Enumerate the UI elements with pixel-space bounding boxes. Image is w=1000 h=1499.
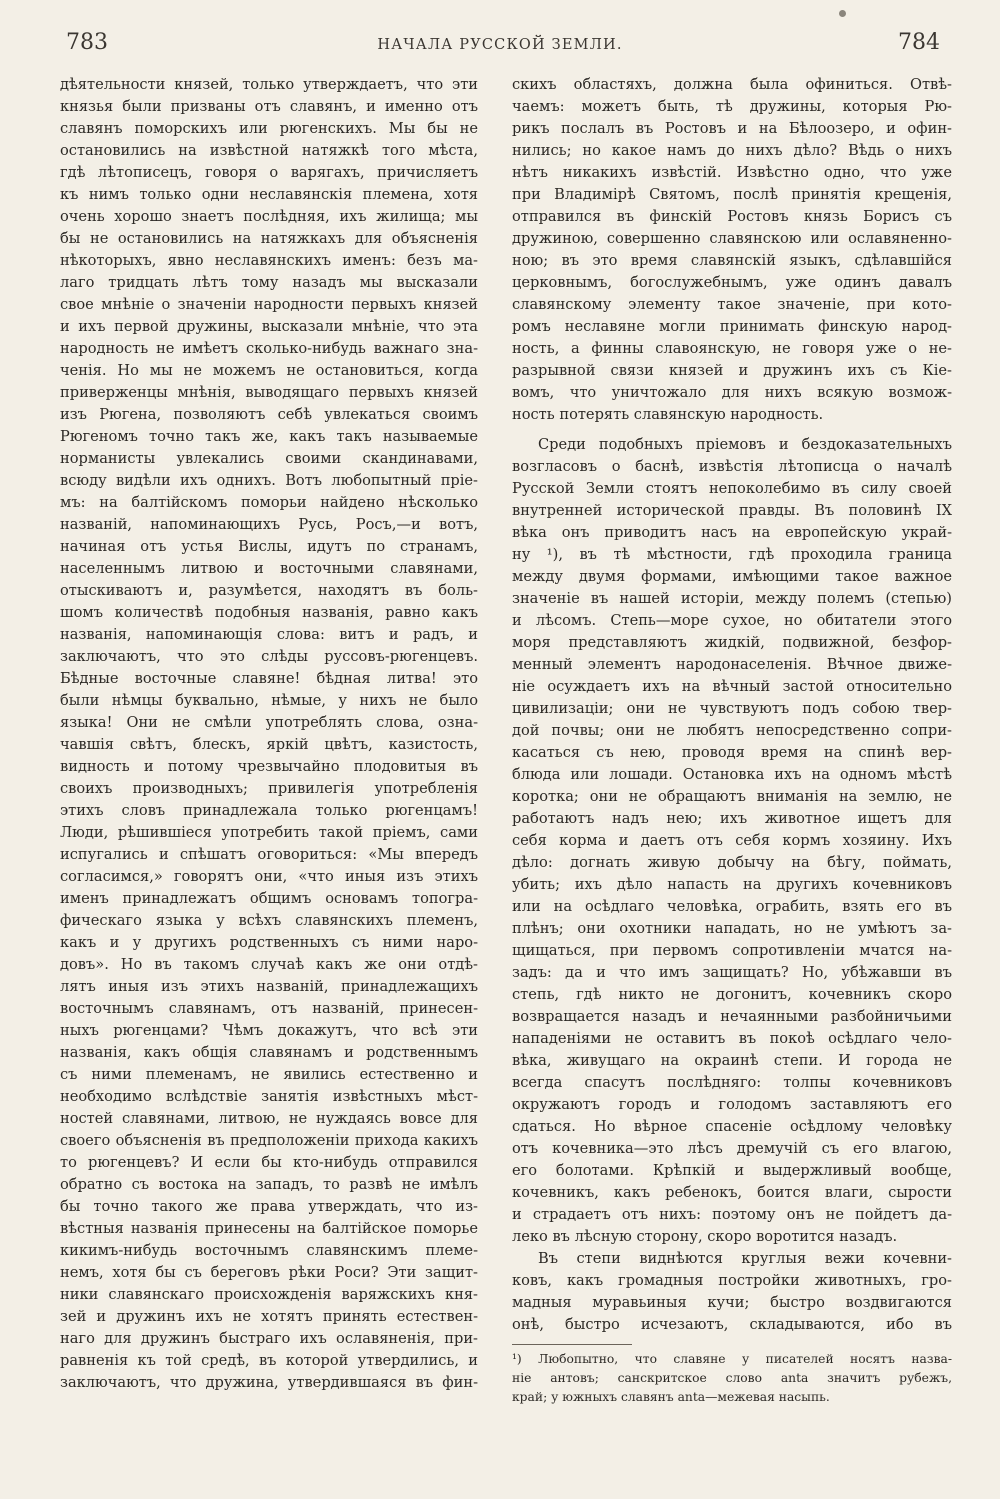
text-line: моря представляютъ жидкій, подвижной, безфор- [512,634,952,651]
text-line: ность, а финны славоянскую, не говоря уже о не- [512,340,952,357]
text-line: какъ и у другихъ родственныхъ съ ними наро- [60,934,478,951]
text-line: видность и потому чрезвычайно плодовитыя въ [60,758,478,775]
text-line: вѣка, живущаго на окраинѣ степи. И города не [512,1052,952,1069]
text-line: его болотами. Крѣпкій и выдержливый вообще, [512,1162,952,1179]
text-line: Рюгеномъ точно такъ же, какъ такъ называемые [60,428,478,445]
text-line: были нѣмцы буквально, нѣмые, у нихъ не было [60,692,478,709]
text-line: то рюгенцевъ? И если бы кто-нибудь отправился [60,1154,478,1171]
paragraph-gap [512,426,952,434]
text-line: и ихъ первой дружины, высказали мнѣніе, что эта [60,318,478,335]
text-line: убить; ихъ дѣло напасть на другихъ кочевниковъ [512,876,952,893]
text-line: восточнымъ славянамъ, отъ названій, принесен- [60,1000,478,1017]
page-header [0,30,1000,64]
text-line: своего объясненія въ предположеніи прихода какихъ [60,1132,478,1149]
text-line: возгласовъ о баснѣ, извѣстія лѣтописца о началѣ [512,458,952,475]
text-line: ники славянскаго происхожденія варяжскихъ кня- [60,1286,478,1303]
text-line: ность потерять славянскую народность. [512,406,824,423]
text-line: приверженцы мнѣнія, выводящаго первыхъ князей [60,384,478,401]
text-line: именъ принадлежатъ общимъ основамъ топогра- [60,890,478,907]
text-line: названія, какъ общія славянамъ и родственнымъ [60,1044,478,1061]
text-line: нападеніями не оставитъ въ покоѣ осѣдлаго чело- [512,1030,952,1047]
text-line: лаго тридцать лѣтъ тому назадъ мы высказали [60,274,478,291]
text-line: задъ: да и что имъ защищать? Но, убѣжавши въ [512,964,952,981]
text-line: нились; но какое намъ до нихъ дѣло? Вѣдь о нихъ [512,142,952,159]
text-line: заключаютъ, что дружина, утвердившаяся въ фин- [60,1374,478,1391]
text-line: и лѣсомъ. Степь—море сухое, но обитатели этого [512,612,952,629]
footnote-line: ніе антовъ; санскритское слово anta значитъ рубежъ, [512,1371,952,1385]
text-line: зей и дружинъ ихъ не хотятъ принять естествен- [60,1308,478,1325]
text-line: дѣло: догнать живую добычу на бѣгу, поймать, [512,854,952,871]
text-line: при Владимірѣ Святомъ, послѣ принятія крещенія, [512,186,952,203]
text-line: наго для дружинъ быстраго ихъ ославяненія, при- [60,1330,478,1347]
text-line: славянскому элементу такое значеніе, при кото- [512,296,952,313]
text-line: Русской Земли стоятъ непоколебимо въ силу своей [512,480,952,497]
text-line: къ нимъ только одни неславянскія племена, хотя [60,186,478,203]
text-line: съ ними племенамъ, не явились естественно и [60,1066,478,1083]
text-line: шомъ количествѣ подобныя названія, равно какъ [60,604,478,621]
text-line: населеннымъ литвою и восточными славянами, [60,560,478,577]
text-line: чаемъ: можетъ быть, тѣ дружины, которыя Рю- [512,98,952,115]
text-line: леко въ лѣсную сторону, скоро воротится назадъ. [512,1228,898,1245]
text-line: Среди подобныхъ пріемовъ и бездоказательныхъ [538,436,952,453]
text-line: вѣстныя названія принесены на балтійское поморье [60,1220,478,1237]
text-line: возвращается назадъ и нечаянными разбойничьими [512,1008,952,1025]
text-line: Люди, рѣшившіеся употребить такой пріемъ, сами [60,824,478,841]
text-line: коротка; они не обращаютъ вниманія на землю, не [512,788,952,805]
text-line: князья были призваны отъ славянъ, и именно отъ [60,98,478,115]
text-line: ною; въ это время славянскій языкъ, сдѣлавшійся [512,252,952,269]
text-line: славянъ поморскихъ или рюгенскихъ. Мы бы не [60,120,478,137]
text-line: испугались и спѣшатъ оговориться: «Мы впередъ [60,846,478,863]
text-line: отправился въ финскій Ростовъ князь Борисъ съ [512,208,952,225]
text-line: ну ¹), въ тѣ мѣстности, гдѣ проходила граница [512,546,952,563]
text-line: ніе осуждаетъ ихъ на вѣчный застой относительно [512,678,952,695]
text-line: этихъ словъ принадлежала только рюгенцамъ! [60,802,478,819]
right-page-number: 784 [898,30,940,55]
text-line: равненія къ той средѣ, въ которой утвердились, и [60,1352,478,1369]
text-line: остановились на извѣстной натяжкѣ того мѣста, [60,142,478,159]
footnote-line: край; у южныхъ славянъ anta—межевая насыпь. [512,1390,830,1404]
text-line: нѣтъ никакихъ извѣстій. Извѣстно одно, что уже [512,164,952,181]
text-line: вомъ, что уничтожало для нихъ всякую возмож- [512,384,952,401]
text-line: названій, напоминающихъ Русь, Росъ,—и вотъ, [60,516,478,533]
text-line: ностей славянами, литвою, не нуждаясь вовсе для [60,1110,478,1127]
right-column [512,74,952,1407]
text-line: бы не остановились на натяжкахъ для объясненія [60,230,478,247]
text-line: щищаться, при первомъ сопротивленіи мчатся на- [512,942,952,959]
text-line: цивилизаціи; они не чувствуютъ подъ собою твер- [512,700,952,717]
text-line: всегда спасутъ послѣдняго: толпы кочевниковъ [512,1074,952,1091]
text-line: своихъ производныхъ; привилегія употребленія [60,780,478,797]
text-line: отъ кочевника—это лѣсъ дремучій съ его влагою, [512,1140,952,1157]
text-line: кочевникъ, какъ ребенокъ, боится влаги, сырости [512,1184,952,1201]
text-line: касаться съ нею, проводя время на спинѣ вер- [512,744,952,761]
text-line: языка! Они не смѣли употреблять слова, озна- [60,714,478,731]
text-line: фическаго языка у всѣхъ славянскихъ племенъ, [60,912,478,929]
text-line: гдѣ лѣтописецъ, говоря о варягахъ, причисляетъ [60,164,478,181]
text-line: менный элементъ народонаселенія. Вѣчное движе- [512,656,952,673]
text-line: окружаютъ городъ и голодомъ заставляютъ его [512,1096,952,1113]
text-line: заключаютъ, что это слѣды руссовъ-рюгенцевъ. [60,648,478,665]
text-line: рикъ послалъ въ Ростовъ и на Бѣлоозеро, и офин- [512,120,952,137]
text-line: степь, гдѣ никто не догонитъ, кочевникъ скоро [512,986,952,1003]
text-line: себя корма и даетъ отъ себя кормъ хозяину. Ихъ [512,832,952,849]
text-line: мадныя муравьиныя кучи; быстро воздвигаются [512,1294,952,1311]
text-line: ныхъ рюгенцами? Чѣмъ докажутъ, что всѣ эти [60,1022,478,1039]
text-line: норманисты увлекались своими скандинавами, [60,450,478,467]
text-line: ковъ, какъ громадныя постройки животныхъ, гро- [512,1272,952,1289]
text-line: всюду видѣли ихъ однихъ. Вотъ любопытный пріе- [60,472,478,489]
text-line: названія, напоминающія слова: витъ и радъ, и [60,626,478,643]
text-line: значеніе въ нашей исторіи, между полемъ (степью) [512,590,952,607]
text-line: скихъ областяхъ, должна была офиниться. Отвѣ- [512,76,952,93]
text-line: очень хорошо знаетъ послѣдняя, ихъ жилища; мы [60,208,478,225]
text-line: Бѣдные восточные славяне! бѣдная литва! это [60,670,478,687]
text-line: плѣнъ; они охотники нападать, но не умѣютъ за- [512,920,952,937]
text-line: дой почвы; они не любятъ непосредственно сопри- [512,722,952,739]
left-page-number: 783 [66,30,108,55]
footnote-rule [512,1344,632,1345]
text-line: дѣятельности князей, только утверждаетъ, что эти [60,76,478,93]
text-line: Въ степи виднѣются круглыя вежи кочевни- [538,1250,952,1267]
text-line: ромъ неславяне могли принимать финскую народ- [512,318,952,335]
text-line: дружиною, совершенно славянскою или ославяненно- [512,230,952,247]
text-line: ченія. Но мы не можемъ не остановиться, когда [60,362,478,379]
text-line: блюда или лошади. Остановка ихъ на одномъ мѣстѣ [512,766,952,783]
scan-speck [839,10,846,17]
text-line: народность не имѣетъ сколько-нибудь важнаго зна- [60,340,478,357]
text-line: или на осѣдлаго человѣка, ограбить, взять его въ [512,898,952,915]
text-line: церковнымъ, богослужебнымъ, уже одинъ давалъ [512,274,952,291]
text-line: работаютъ надъ нею; ихъ животное ищетъ для [512,810,952,827]
text-line: чавшія свѣтъ, блескъ, яркій цвѣтъ, казистость, [60,736,478,753]
text-line: необходимо вслѣдствіе занятія извѣстныхъ мѣст- [60,1088,478,1105]
text-line: изъ Рюгена, позволяютъ себѣ увлекаться своимъ [60,406,478,423]
text-line: и страдаетъ отъ нихъ: поэтому онъ не пойдетъ да- [512,1206,952,1223]
text-line: разрывной связи князей и дружинъ ихъ съ Кіе- [512,362,952,379]
text-line: начиная отъ устья Вислы, идутъ по странамъ, [60,538,478,555]
text-line: бы точно такого же права утверждать, что из- [60,1198,478,1215]
text-line: обратно съ востока на западъ, то развѣ не имѣлъ [60,1176,478,1193]
text-line: отыскиваютъ и, разумѣется, находятъ въ боль- [60,582,478,599]
left-column [60,74,478,1394]
text-line: нѣкоторыхъ, явно неславянскихъ именъ: безъ ма- [60,252,478,269]
text-line: свое мнѣніе о значеніи народности первыхъ князей [60,296,478,313]
text-line: согласимся,» говорятъ они, «что иныя изъ этихъ [60,868,478,885]
text-line: сдаться. Но вѣрное спасеніе осѣдлому человѣку [512,1118,952,1135]
text-line: лятъ иныя изъ этихъ названій, принадлежащихъ [60,978,478,995]
text-line: мъ: на балтійскомъ поморьи найдено нѣсколько [60,494,478,511]
text-line: вѣка онъ приводитъ насъ на европейскую украй- [512,524,952,541]
text-line: немъ, хотя бы съ береговъ рѣки Роси? Эти защит- [60,1264,478,1281]
text-line: онѣ, быстро исчезаютъ, складываются, ибо въ [512,1316,952,1333]
footnote-line: ¹) Любопытно, что славяне у писателей носятъ назва- [512,1352,952,1366]
text-line: кикимъ-нибудь восточнымъ славянскимъ племе- [60,1242,478,1259]
text-line: довъ». Но въ такомъ случаѣ какъ же они отдѣ- [60,956,478,973]
running-title: НАЧАЛА РУССКОЙ ЗЕМЛИ. [377,37,623,53]
text-line: между двумя формами, имѣющими такое важное [512,568,952,585]
text-line: внутренней исторической правды. Въ половинѣ IX [512,502,952,519]
